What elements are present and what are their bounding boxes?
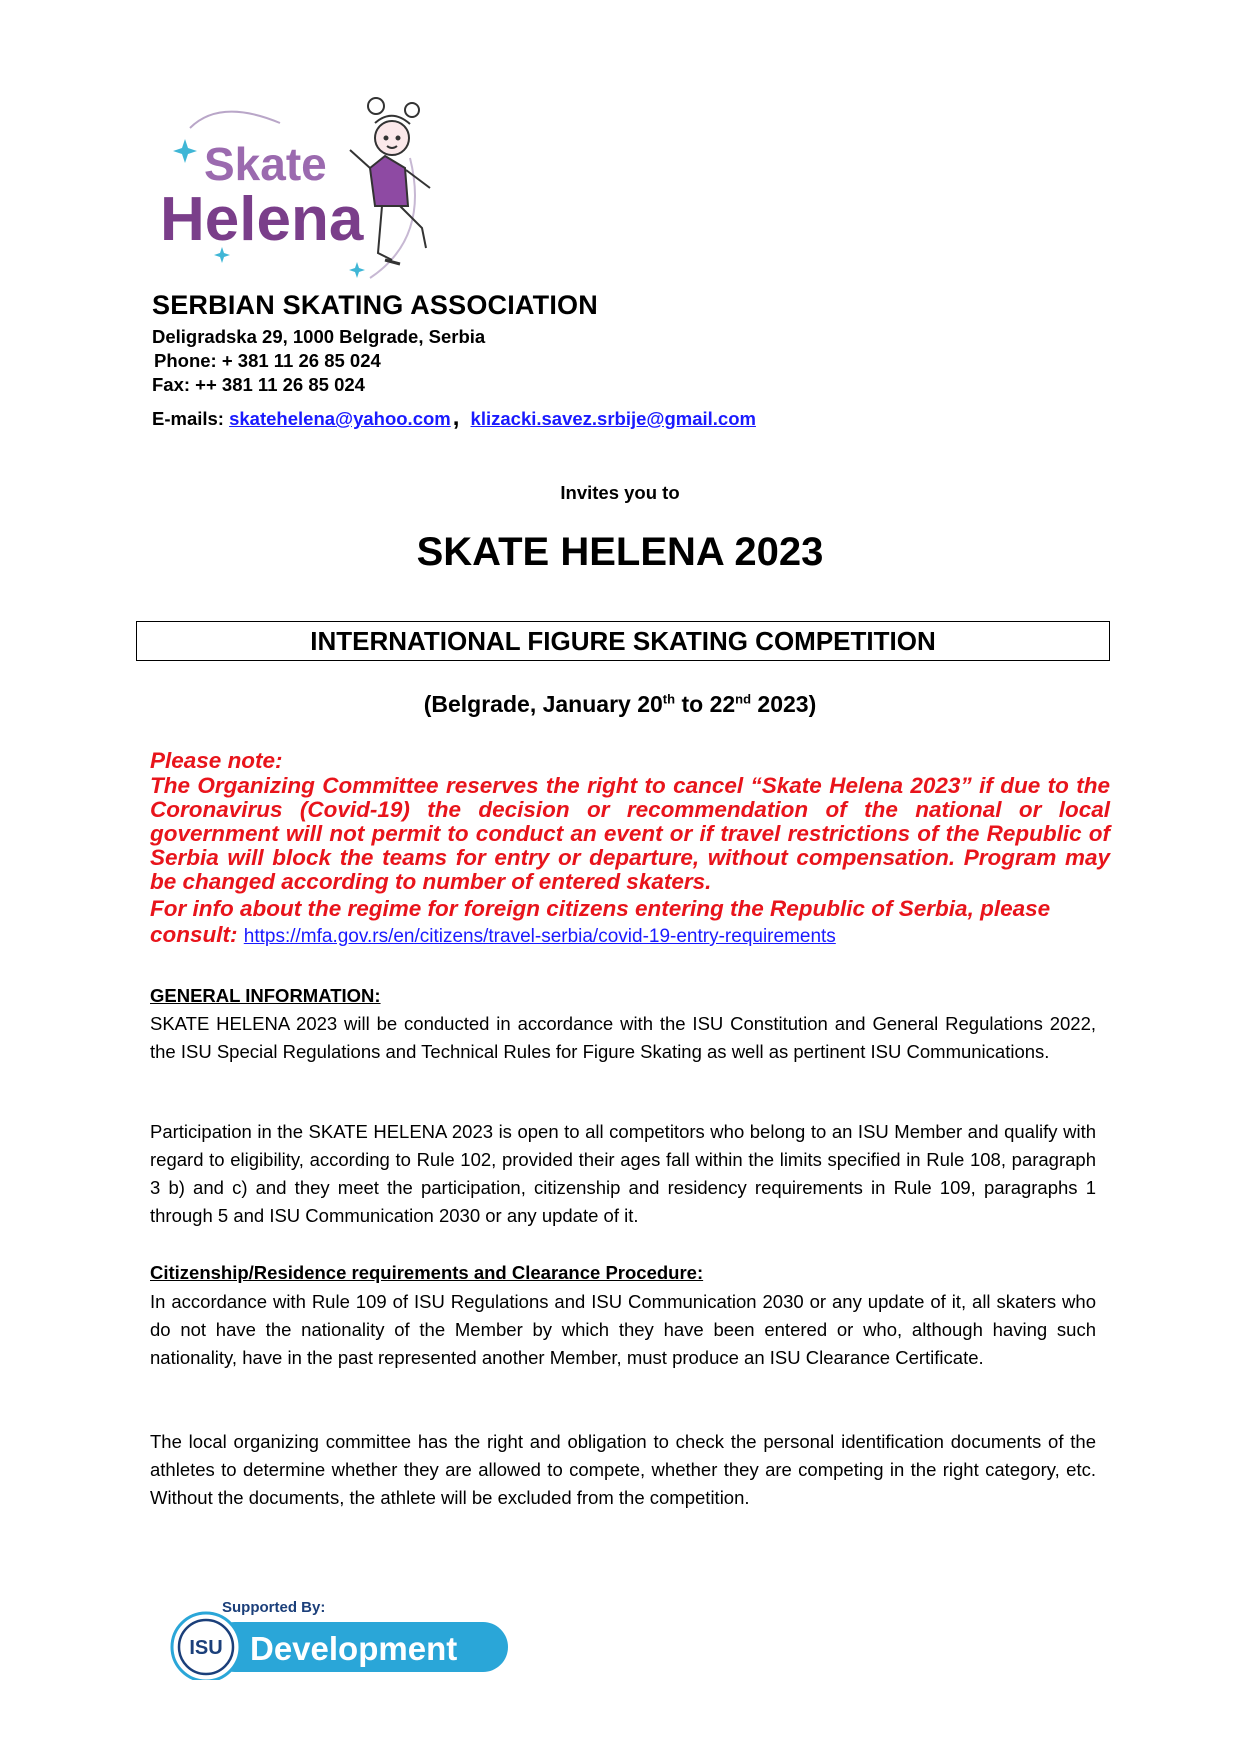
page-title: SKATE HELENA 2023 — [416, 530, 824, 574]
dates-mid: to 22 — [675, 691, 736, 717]
dates-prefix: (Belgrade, January 20 — [423, 691, 663, 717]
organization-name: SERBIAN SKATING ASSOCIATION — [152, 290, 598, 320]
skate-helena-logo — [160, 88, 460, 298]
dates-sup-th: th — [662, 691, 676, 707]
email-link-yahoo[interactable]: skatehelena@yahoo.com — [229, 408, 451, 429]
dates-sup-nd: nd — [735, 691, 752, 707]
general-information-heading: GENERAL INFORMATION: — [150, 985, 381, 1006]
notice-title: Please note: — [150, 748, 283, 773]
covid-entry-link[interactable]: https://mfa.gov.rs/en/citizens/travel-serbia/covid-19-entry-requirements — [243, 926, 836, 947]
email-link-gmail[interactable]: klizacki.savez.srbije@gmail.com — [470, 408, 756, 429]
logo-text-helena: Helena — [160, 185, 364, 254]
competition-title-box: INTERNATIONAL FIGURE SKATING COMPETITION — [136, 621, 1110, 661]
organization-emails — [152, 404, 756, 432]
email-separator: , — [452, 404, 460, 431]
citizenship-paragraph: In accordance with Rule 109 of ISU Regulations and ISU Communication 2030 or any update of it, all skaters who do not have the nationality of the Member by which they have been entered or who, although having such nationality, have in the past represented another Member, must produce an ISU Clearance Certificate. — [150, 1291, 1096, 1368]
isu-development-logo — [166, 1596, 512, 1680]
organization-fax: Fax: ++ 381 11 26 85 024 — [152, 374, 365, 395]
participation-paragraph: Participation in the SKATE HELENA 2023 is open to all competitors who belong to an ISU Member and qualify with regard to eligibility, according to Rule 102, provided their ages fall within the limits specified in Rule 108, paragraph 3 b) and c) and they meet the participation, citizenship and residency requirements in Rule 109, paragraphs 1 through 5 and ISU Communication 2030 or any update of it. — [150, 1121, 1096, 1226]
notice-info-text: For info about the regime for foreign citizens entering the Republic of Serbia, please consult: — [150, 896, 1051, 947]
invites-text: Invites you to — [560, 482, 680, 503]
notice-info — [150, 896, 1110, 950]
isu-supported-text: Supported By: — [222, 1599, 326, 1616]
organization-address: Deligradska 29, 1000 Belgrade, Serbia — [152, 326, 486, 347]
dates-suffix: 2023) — [751, 691, 817, 717]
isu-mark-text: ISU — [189, 1637, 223, 1659]
citizenship-heading: Citizenship/Residence requirements and Clearance Procedure: — [150, 1262, 704, 1283]
event-dates — [0, 691, 1240, 718]
general-information-paragraph: SKATE HELENA 2023 will be conducted in accordance with the ISU Constitution and General Regulations 2022, the ISU Special Regulations and Technical Rules for Figure Skating as well as pertinent ISU Communications. — [150, 1013, 1096, 1062]
organization-phone: Phone: + 381 11 26 85 024 — [154, 350, 381, 371]
local-committee-paragraph: The local organizing committee has the right and obligation to check the personal identification documents of the athletes to determine whether they are allowed to compete, whether they are competing in the right category, etc. Without the documents, the athlete will be excluded from the competition. — [150, 1431, 1096, 1508]
logo-text-skate: Skate — [204, 138, 327, 190]
isu-development-text: Development — [250, 1630, 458, 1667]
notice-body: The Organizing Committee reserves the right to cancel “Skate Helena 2023” if due to the Coronavirus (Covid-19) the decision or recommendation of the national or local government will not permit to conduct an event or if travel restrictions of the Republic of Serbia will block the teams for entry or departure, without compensation. Program may be changed according to number of entered skaters. — [150, 773, 1110, 894]
emails-label: E-mails: — [152, 408, 224, 429]
